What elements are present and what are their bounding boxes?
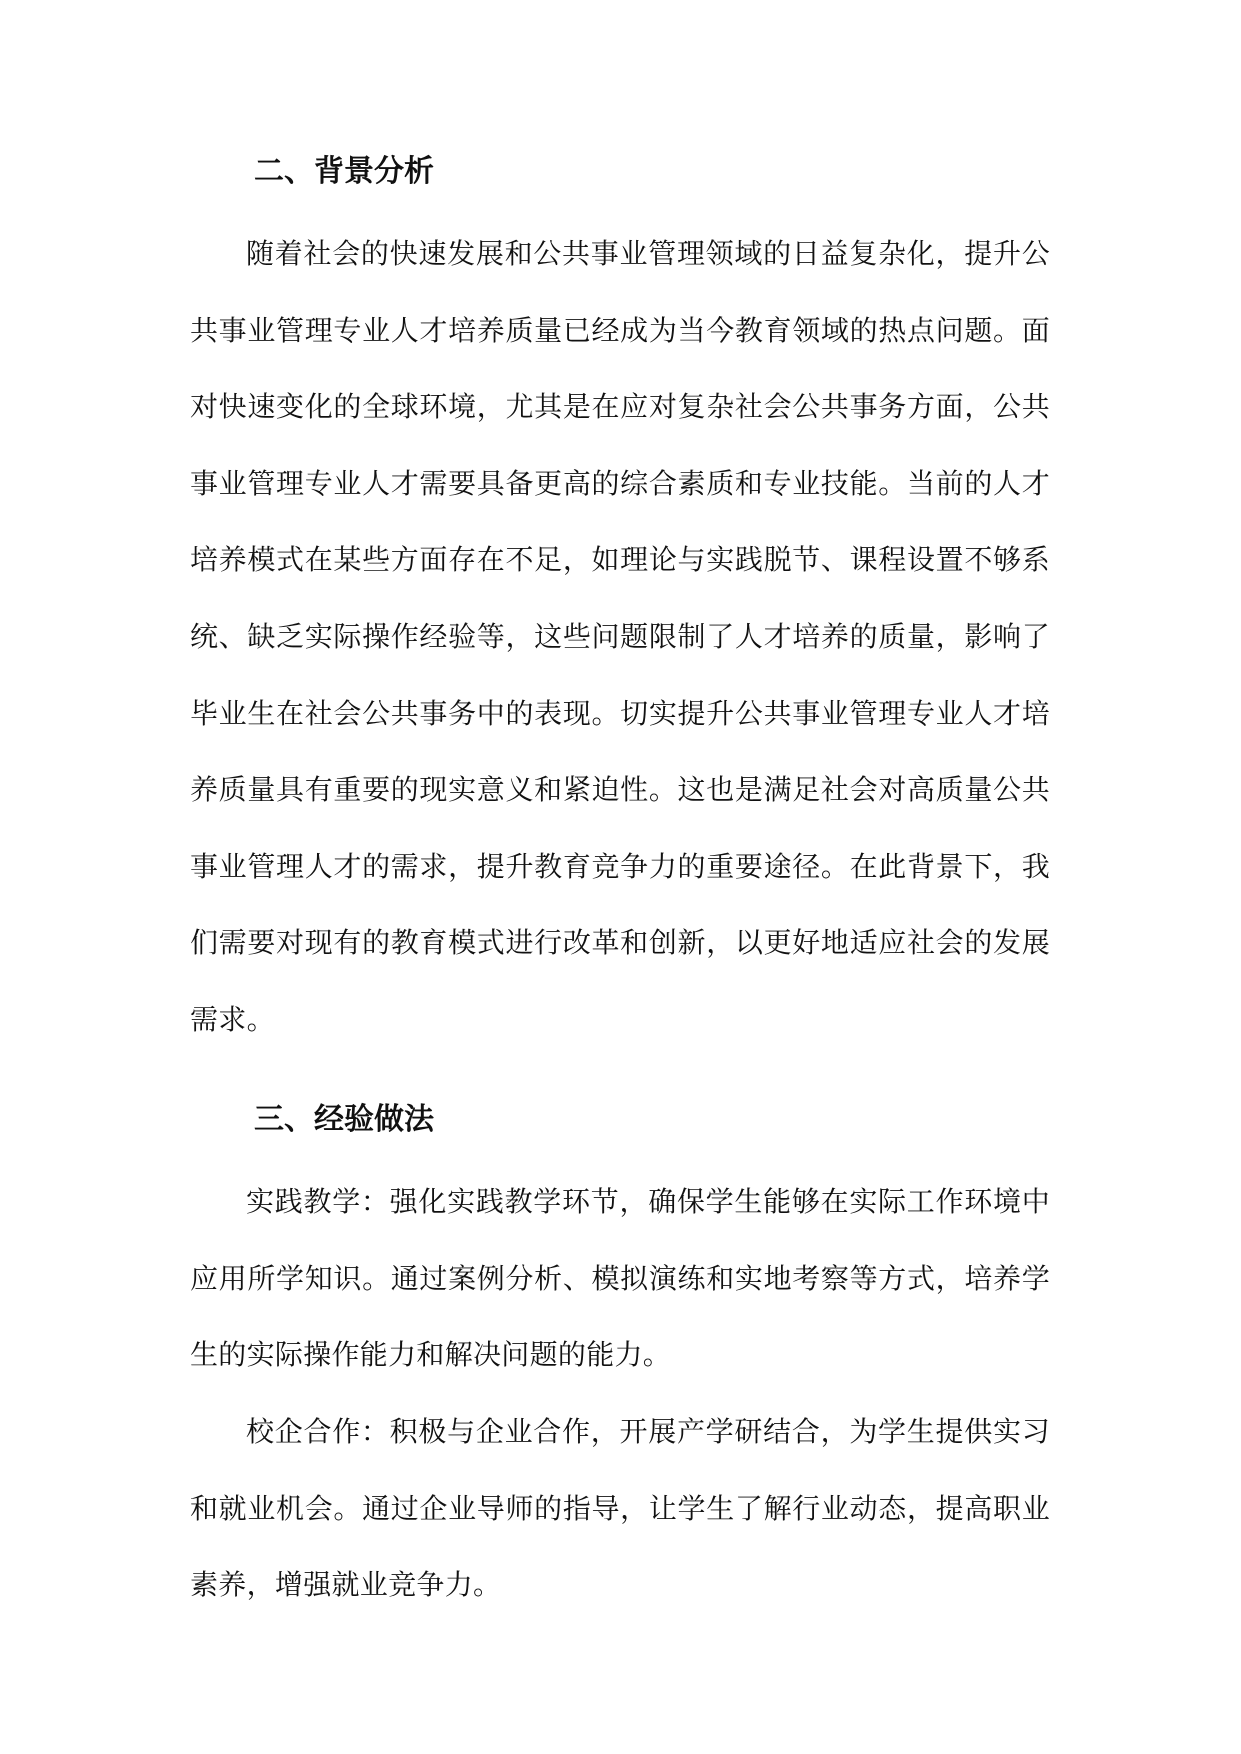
- section-heading-practice: 三、经验做法: [254, 1102, 434, 1137]
- practice-paragraph-cooperation: 校企合作：积极与企业合作，开展产学研结合，为学生提供实习和就业机会。通过企业导师的指导，让学生了解行业动态，提高职业素养，增强就业竞争力。: [190, 1415, 1050, 1602]
- section-heading-background: 二、背景分析: [254, 154, 434, 189]
- background-paragraph: 随着社会的快速发展和公共事业管理领域的日益复杂化，提升公共事业管理专业人才培养质量已经成为当今教育领域的热点问题。面对快速变化的全球环境，尤其是在应对复杂社会公共事务方面，公共事业管理专业人才需要具备更高的综合素质和专业技能。当前的人才培养模式在某些方面存在不足，如理论与实践脱节、课程设置不够系统、缺乏实际操作经验等，这些问题限制了人才培养的质量，影响了毕业生在社会公共事务中的表现。切实提升公共事业管理专业人才培养质量具有重要的现实意义和紧迫性。这也是满足社会对高质量公共事业管理人才的需求，提升教育竞争力的重要途径。在此背景下，我们需要对现有的教育模式进行改革和创新，以更好地适应社会的发展需求。: [190, 237, 1050, 1036]
- practice-paragraph-teaching: 实践教学：强化实践教学环节，确保学生能够在实际工作环境中应用所学知识。通过案例分析、模拟演练和实地考察等方式，培养学生的实际操作能力和解决问题的能力。: [190, 1185, 1050, 1372]
